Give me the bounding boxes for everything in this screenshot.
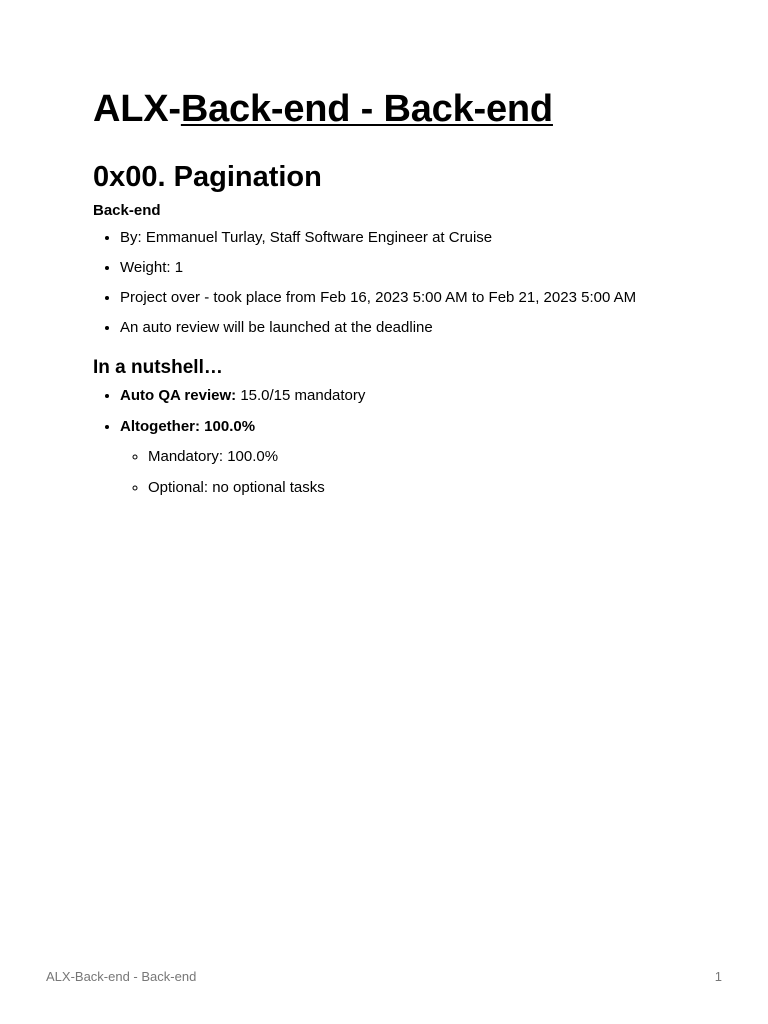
score-sub-list — [120, 448, 733, 497]
auto-qa-value: 15.0/15 mandatory — [240, 387, 366, 404]
nutshell-heading: In a nutshell… — [93, 357, 223, 378]
meta-weight: • Weight: 1 — [120, 259, 733, 277]
auto-qa-label: Auto QA review: — [120, 387, 237, 404]
optional-score: ◦ Optional: no optional tasks — [148, 479, 733, 497]
page-content — [93, 86, 733, 510]
meta-dates: • Project over - took place from Feb 16, 2023 5:00 AM to Feb 21, 2023 5:00 AM — [120, 289, 733, 307]
meta-author: • By: Emmanuel Turlay, Staff Software Engineer at Cruise — [120, 229, 733, 247]
mandatory-score: ◦ Mandatory: 100.0% — [148, 448, 733, 466]
document-title — [93, 86, 733, 132]
project-category: Back-end — [93, 202, 161, 219]
altogether-label: Altogether: — [120, 418, 200, 435]
meta-auto-review: • An auto review will be launched at the deadline — [120, 319, 733, 337]
footer-title: ALX-Back-end - Back-end — [46, 969, 197, 984]
title-link[interactable]: Back-end - Back-end — [180, 88, 553, 130]
altogether-item — [120, 418, 733, 497]
project-title: 0x00. Pagination — [93, 161, 322, 193]
title-prefix: ALX- — [93, 88, 181, 130]
project-meta-list — [93, 229, 733, 337]
page-number: 1 — [714, 969, 722, 984]
auto-qa-item — [120, 387, 733, 405]
altogether-value: 100.0% — [204, 418, 256, 435]
score-list — [93, 387, 733, 497]
